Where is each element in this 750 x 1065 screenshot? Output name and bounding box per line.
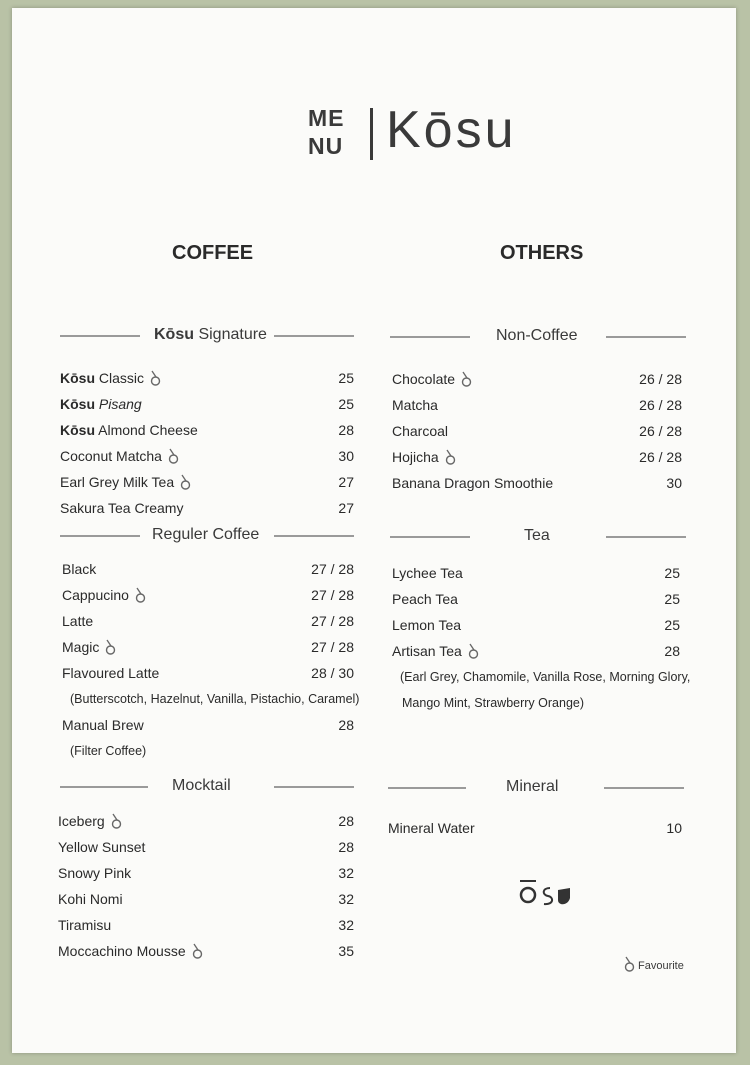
item-name: [60, 396, 142, 412]
item-name-text: Yellow Sunset: [58, 839, 146, 855]
brand-word: Kōsu: [154, 326, 194, 343]
brand-name: Kōsu: [386, 101, 517, 159]
item-price: 28 / 30: [311, 665, 354, 681]
menu-page: [12, 8, 736, 1053]
item-price: 25: [664, 565, 680, 581]
section-title-rest: Signature: [194, 326, 267, 343]
item-name: [58, 865, 131, 881]
item-price: 26 / 28: [639, 371, 682, 387]
coffee-column-title: COFFEE: [172, 242, 254, 264]
item-name: [392, 371, 472, 387]
list-item: [392, 371, 682, 391]
list-item: [58, 813, 354, 833]
flavour-note: (Butterscotch, Hazelnut, Vanilla, Pistachio, Caramel): [70, 692, 360, 706]
item-name: [392, 449, 456, 465]
brand-word: Kōsu: [60, 370, 95, 386]
item-name-text: Peach Tea: [392, 591, 458, 607]
item-name-text: Charcoal: [392, 423, 449, 439]
item-name-text: Iceberg: [58, 813, 105, 829]
signature-section-heading: [60, 326, 354, 346]
list-item: [62, 665, 354, 685]
item-name: [60, 474, 191, 490]
list-item: [58, 839, 354, 859]
item-name-text: Cappucino: [62, 587, 129, 603]
list-item: [58, 943, 354, 963]
item-price: 25: [664, 617, 680, 633]
item-price: 27 / 28: [311, 613, 354, 629]
item-name: [62, 561, 96, 577]
item-name-text: Lychee Tea: [392, 565, 463, 581]
item-name: [60, 422, 198, 438]
item-price: 28: [338, 839, 354, 855]
favourite-icon: [135, 587, 146, 603]
item-name: [60, 500, 183, 516]
favourite-legend: [624, 956, 684, 972]
item-name: [392, 565, 463, 581]
item-name: [392, 397, 438, 413]
tea-section-heading: [390, 527, 686, 547]
item-name: [388, 820, 475, 836]
item-price: 30: [666, 475, 682, 491]
favourite-icon: [624, 956, 635, 972]
tea-note-line-1: (Earl Grey, Chamomile, Vanilla Rose, Morning Glory,: [400, 670, 691, 684]
divider: [274, 535, 354, 537]
item-name: [62, 665, 159, 681]
divider: [390, 336, 470, 338]
list-item: [388, 820, 682, 840]
list-item: [60, 422, 354, 442]
item-price: 27 / 28: [311, 561, 354, 577]
section-title: Tea: [524, 527, 550, 544]
list-item: [60, 448, 354, 468]
item-name-text: Chocolate: [392, 371, 456, 387]
item-price: 27 / 28: [311, 587, 354, 603]
item-name-text: Mineral Water: [388, 820, 475, 836]
item-name-text: Magic: [62, 639, 100, 655]
section-title: [154, 326, 267, 344]
logo-nu: NU: [308, 133, 344, 159]
item-name: [58, 917, 111, 933]
item-name-text: Tiramisu: [58, 917, 112, 933]
item-price: 32: [338, 865, 354, 881]
item-name-text: Coconut Matcha: [60, 448, 162, 464]
section-title: Reguler Coffee: [152, 526, 260, 543]
item-name-text: Classic: [95, 370, 145, 386]
item-price: 25: [338, 370, 354, 386]
item-name: [60, 370, 161, 386]
item-price: 27: [338, 500, 354, 516]
item-price: 30: [338, 448, 354, 464]
list-item: [392, 449, 682, 469]
list-item: [392, 397, 682, 417]
divider: [60, 535, 140, 537]
favourite-icon: [168, 448, 179, 464]
divider: [60, 786, 148, 788]
item-name: [60, 448, 179, 464]
item-name-text: Flavoured Latte: [62, 665, 160, 681]
item-name: [58, 943, 203, 959]
item-price: 28: [664, 643, 680, 659]
list-item: [58, 917, 354, 937]
reguler-section-heading: [60, 526, 354, 546]
favourite-icon: [180, 474, 191, 490]
mocktail-section-heading: [60, 777, 354, 797]
favourite-icon: [445, 449, 456, 465]
list-item: [60, 396, 354, 416]
item-name: [392, 617, 461, 633]
section-title: Non-Coffee: [496, 327, 578, 344]
item-price: 26 / 28: [639, 397, 682, 413]
item-price: 32: [338, 917, 354, 933]
divider: [274, 786, 354, 788]
item-name-text: Earl Grey Milk Tea: [60, 474, 175, 490]
logo-divider: [370, 108, 373, 160]
item-name-text: Matcha: [392, 397, 438, 413]
item-price: 27: [338, 474, 354, 490]
item-price: 26 / 28: [639, 423, 682, 439]
item-name-text: Almond Cheese: [95, 422, 198, 438]
list-item: [62, 639, 354, 659]
list-item: [62, 587, 354, 607]
item-price: 10: [666, 820, 682, 836]
section-title: Mocktail: [172, 777, 231, 794]
logo-me: ME: [308, 105, 345, 131]
divider: [274, 335, 354, 337]
item-price: 25: [338, 396, 354, 412]
item-name: [58, 891, 123, 907]
divider: [606, 536, 686, 538]
item-name-text: Snowy Pink: [58, 865, 132, 881]
list-item: [58, 891, 354, 911]
item-name: [392, 475, 553, 491]
favourite-legend-label: Favourite: [638, 960, 684, 972]
favourite-icon: [111, 813, 122, 829]
kosu-stamp-logo: [518, 876, 576, 915]
favourite-icon: [150, 370, 161, 386]
item-name: [392, 423, 448, 439]
list-item: [60, 500, 354, 520]
list-item: [58, 865, 354, 885]
item-name: [58, 839, 145, 855]
divider: [606, 336, 686, 338]
brand-word: Kōsu: [60, 396, 95, 412]
list-item: [62, 717, 354, 737]
list-item: [392, 643, 680, 663]
item-price: 28: [338, 422, 354, 438]
divider: [390, 536, 470, 538]
section-title: Mineral: [506, 778, 559, 795]
item-name: [392, 591, 458, 607]
noncoffee-section-heading: [390, 327, 686, 347]
item-price: 32: [338, 891, 354, 907]
favourite-icon: [192, 943, 203, 959]
item-price: 35: [338, 943, 354, 959]
item-name: [62, 639, 116, 655]
brand-word: Kōsu: [60, 422, 95, 438]
logo-menu-word: [308, 104, 345, 160]
item-name-text: Artisan Tea: [392, 643, 462, 659]
item-name: [392, 643, 479, 659]
item-price: 27 / 28: [311, 639, 354, 655]
manual-brew-note: (Filter Coffee): [70, 744, 147, 758]
divider: [60, 335, 140, 337]
list-item: [392, 565, 680, 585]
mineral-section-heading: [388, 778, 686, 798]
list-item: [62, 561, 354, 581]
item-price: 28: [338, 813, 354, 829]
list-item: [60, 474, 354, 494]
item-name-text: Black: [62, 561, 97, 577]
item-name-text: Hojicha: [392, 449, 439, 465]
kosu-stamp-icon: [518, 876, 576, 910]
item-name: [62, 613, 93, 629]
list-item: [392, 617, 680, 637]
list-item: [392, 423, 682, 443]
list-item: [392, 591, 680, 611]
item-name: [58, 813, 122, 829]
item-name-text: Latte: [62, 613, 94, 629]
divider: [604, 787, 684, 789]
list-item: [60, 370, 354, 390]
others-column-title: OTHERS: [500, 242, 584, 264]
favourite-icon: [461, 371, 472, 387]
item-price: 26 / 28: [639, 449, 682, 465]
list-item: [62, 613, 354, 633]
item-name: [62, 587, 146, 603]
item-name-text: Kohi Nomi: [58, 891, 123, 907]
list-item: [392, 475, 682, 495]
item-name: Manual Brew: [62, 717, 144, 733]
item-name-text: Lemon Tea: [392, 617, 462, 633]
item-price: 25: [664, 591, 680, 607]
favourite-icon: [468, 643, 479, 659]
favourite-icon: [105, 639, 116, 655]
divider: [388, 787, 466, 789]
item-name-text: Pisang: [95, 396, 142, 412]
item-price: 28: [338, 717, 354, 733]
tea-note-line-2: Mango Mint, Strawberry Orange): [402, 696, 585, 710]
item-name-text: Banana Dragon Smoothie: [392, 475, 554, 491]
item-name-text: Moccachino Mousse: [58, 943, 186, 959]
item-name-text: Sakura Tea Creamy: [60, 500, 184, 516]
